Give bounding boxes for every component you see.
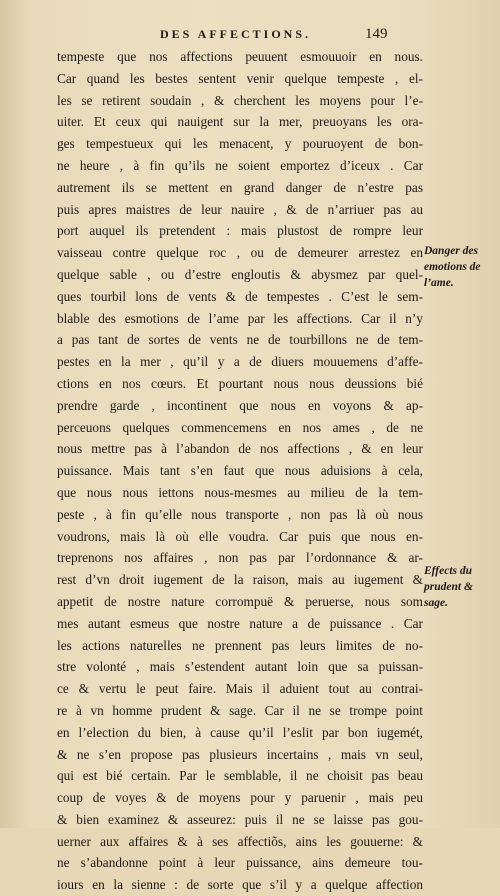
text-line: uerner aux affaires & à ses affectiõs, ains les gouuerne: & <box>57 833 423 849</box>
text-line: vaisseau contre quelque roc , ou de demeurer arrestez en <box>57 245 423 261</box>
text-line: a pas tant de sortes de vents ne de tourbillons ne de tem- <box>57 332 423 348</box>
text-line: coup de voyes & de moyens pour y paruenir , mais peu <box>57 790 423 806</box>
text-line: puis apres maistres de leur nauire , & de n’arriuer pas au <box>57 201 423 217</box>
text-line: pestes en la mer , qu’il y a de diuers mouuemens d’affe- <box>57 354 423 370</box>
marginal-note-line: prudent & <box>424 581 473 593</box>
page-header <box>0 27 500 47</box>
text-line: autrement ils se mettent en grand danger de n’estre pas <box>57 179 423 195</box>
text-line: quelque sable , ou d’estre engloutis & abysmez par quel- <box>57 266 423 282</box>
text-line: en l’election du bien, à cause qu’il l’eslit par bon iugemét, <box>57 724 423 740</box>
text-line: peste , à fin qu’elle nous transporte , non pas là où nous <box>57 506 423 522</box>
text-line: port auquel ils pretendent : mais plustost de rompre leur <box>57 223 423 239</box>
text-line: les se retirent soudain , & cherchent les moyens pour l’e- <box>57 92 423 108</box>
text-line: tempeste que nos affections peuuent esmouuoir en nous. <box>57 49 423 64</box>
marginal-note-line: l’ame. <box>424 277 454 289</box>
text-line: Car quand les bestes sentent venir quelque tempeste , el- <box>57 70 423 86</box>
text-line: iours en la sienne : de sorte que s’il y a quelque affection <box>57 877 423 893</box>
text-line: ctions en nos cœurs. Et pourtant nous nous deussions bié <box>57 375 423 391</box>
text-line: stre volonté , mais s’estendent autant loin que sa puissan- <box>57 659 423 675</box>
text-line: appetit de nostre nature corrompuë & peruerse, nous som <box>57 593 423 609</box>
marginal-note-danger <box>424 243 496 291</box>
text-line: re à vn homme prudent & sage. Car il ne se trompe point <box>57 702 423 718</box>
text-line: ques tourbil lons de vents & de tempestes . C’est le sem- <box>57 288 423 304</box>
text-line: & ne s’en propose pas plusieurs incertains , mais vn seul, <box>57 746 423 762</box>
page-number: 149 <box>365 26 388 42</box>
text-line: uiter. Et ceux qui nauigent sur la mer, preuoyans les ora- <box>57 114 423 130</box>
text-line: mes autant esmeus que nostre nature a de puissance . Car <box>57 615 423 631</box>
text-line: qui est bié certain. Par le semblable, il ne choisit pas beau <box>57 768 423 784</box>
text-line: les actions naturelles ne prennent pas leurs limites de no- <box>57 637 423 653</box>
text-line: blable des esmotions de l’ame par les affections. Car il n’y <box>57 310 423 326</box>
text-line: ne s’abandonne point à leur puissance, ains demeure tou- <box>57 855 423 871</box>
text-line: prendre garde , incontinent que nous en voyons & ap- <box>57 397 423 413</box>
marginal-note-line: Effects du <box>424 565 473 577</box>
text-line: que nous nous iettons nous-mesmes au milieu de la tem- <box>57 484 423 500</box>
body-text <box>57 46 423 896</box>
text-line: ne heure , à fin qu’ils ne soient emportez d’iceux . Car <box>57 157 423 173</box>
marginal-note-line: emotions de <box>424 261 481 273</box>
text-line: ges tempestueux qui les menacent, y pouruoyent de bon- <box>57 136 423 152</box>
running-head: DES AFFECTIONS. <box>160 27 312 41</box>
text-line: rest d’vn droit iugement de la raison, mais au iugement & <box>57 572 423 588</box>
marginal-note-line: Danger des <box>424 245 478 257</box>
text-line: puissance. Mais tant s’en faut que nous aduisions à cela, <box>57 463 423 479</box>
marginal-note-effects <box>424 563 496 611</box>
text-line: perceuons quelques commencemens en nos ames , de ne <box>57 419 423 435</box>
text-line: ce & vertu le peut faire. Mais il aduient tout au contrai- <box>57 681 423 697</box>
text-line: & bien examinez & asseurez: puis il ne se laisse pas gou- <box>57 811 423 827</box>
text-line: treprenons nos affaires , non pas par l’ordonnance & ar- <box>57 550 423 566</box>
text-line: voudrons, mais là où elle voudra. Car puis que nous en- <box>57 528 423 544</box>
marginal-note-line: sage. <box>424 597 448 609</box>
text-line: nous mettre pas à l’abandon de nos affections , & en leur <box>57 441 423 457</box>
